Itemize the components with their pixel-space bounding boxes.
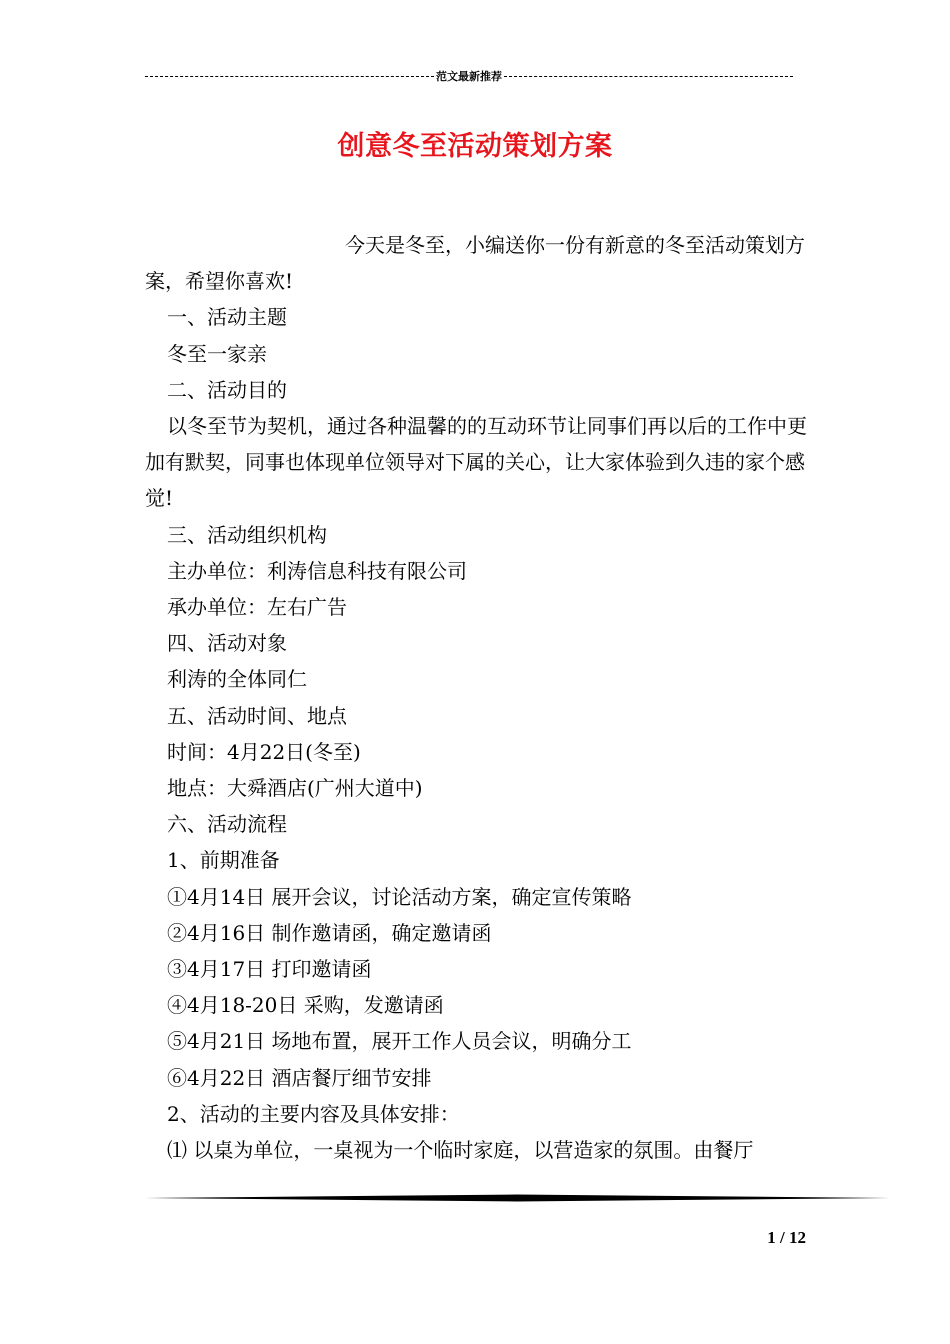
header-dash-right	[504, 76, 793, 77]
list-item: ⑥4月22日 酒店餐厅细节安排	[167, 1065, 432, 1090]
page-number: 1 / 12	[767, 1228, 806, 1247]
subheading-preparation: 1、前期准备	[167, 848, 280, 873]
paragraph-time: 时间：4月22日(冬至)	[167, 739, 361, 764]
list-item: ④4月18-20日 采购，发邀请函	[167, 993, 444, 1018]
heading-time-place: 五、活动时间、地点	[167, 703, 347, 728]
paragraph-purpose: 以冬至节为契机，通过各种温馨的的互动环节让同事们再以后的工作中更加有默契，同事也体现单位领导对下属的关心，让大家体验到久违的家个感觉!	[145, 414, 807, 511]
document-title: 创意冬至活动策划方案	[337, 131, 613, 162]
footer-rule	[145, 1194, 890, 1202]
heading-audience: 四、活动对象	[167, 631, 287, 656]
paragraph-content-1: ⑴ 以桌为单位，一桌视为一个临时家庭，以营造家的氛围。由餐厅	[167, 1138, 754, 1163]
header-dash-left	[145, 76, 434, 77]
paragraph-organizer: 承办单位：左右广告	[167, 595, 347, 620]
paragraph-intro: 今天是冬至，小编送你一份有新意的冬至活动策划方案，希望你喜欢!	[145, 233, 805, 294]
list-item: ②4月16日 制作邀请函，确定邀请函	[167, 920, 492, 945]
heading-process: 六、活动流程	[167, 812, 287, 837]
heading-organization: 三、活动组织机构	[167, 522, 327, 547]
paragraph-theme: 冬至一家亲	[167, 341, 267, 366]
list-item: ③4月17日 打印邀请函	[167, 957, 372, 982]
list-item: ⑤4月21日 场地布置，展开工作人员会议，明确分工	[167, 1029, 632, 1054]
subheading-content: 2、活动的主要内容及具体安排：	[167, 1101, 460, 1126]
heading-theme: 一、活动主题	[167, 305, 287, 330]
document-body	[145, 227, 809, 1168]
heading-purpose: 二、活动目的	[167, 377, 287, 402]
header-label: 范文最新推荐	[436, 70, 502, 83]
paragraph-audience: 利涛的全体同仁	[167, 667, 307, 692]
paragraph-place: 地点：大舜酒店(广州大道中)	[167, 776, 423, 801]
list-item: ①4月14日 展开会议，讨论活动方案，确定宣传策略	[167, 884, 632, 909]
header-rule	[145, 66, 793, 86]
paragraph-host: 主办单位：利涛信息科技有限公司	[167, 558, 467, 583]
